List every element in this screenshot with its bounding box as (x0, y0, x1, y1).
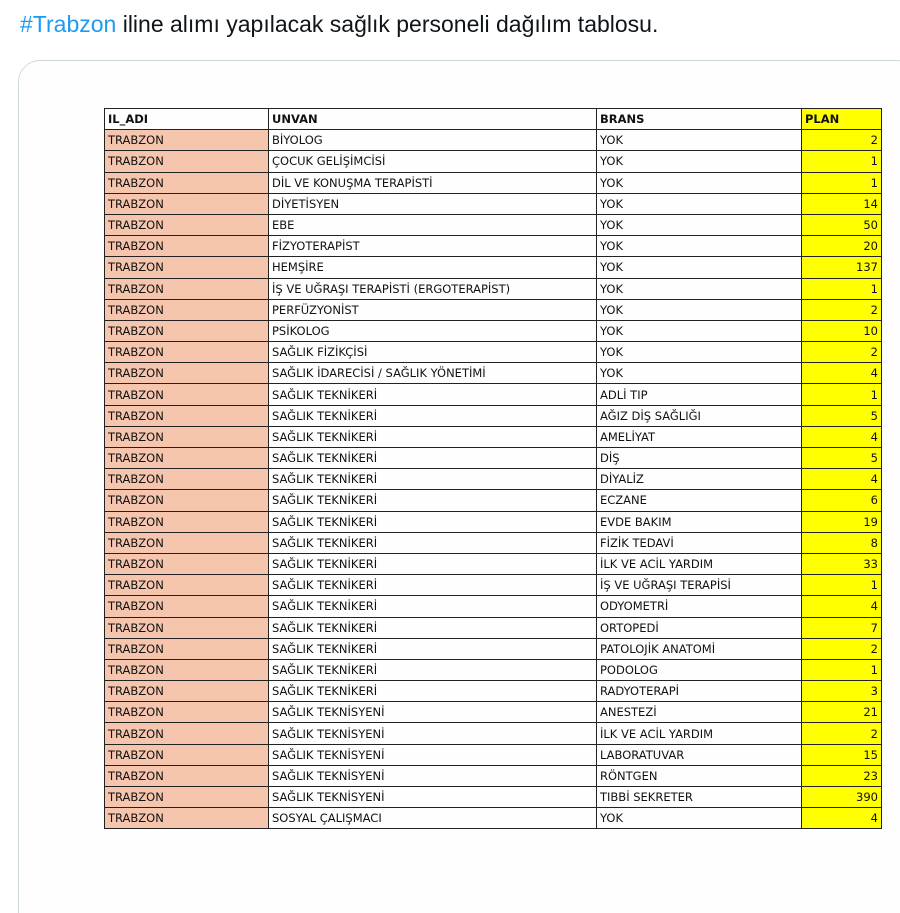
table-row (105, 787, 882, 808)
table-row (105, 702, 882, 723)
cell-plan: 6 (802, 490, 882, 511)
cell-brans: PATOLOJİK ANATOMİ (597, 638, 802, 659)
cell-brans: İŞ VE UĞRAŞI TERAPİSİ (597, 575, 802, 596)
cell-plan: 1 (802, 384, 882, 405)
cell-brans: YOK (597, 320, 802, 341)
cell-il-adi: TRABZON (105, 257, 269, 278)
cell-plan: 20 (802, 236, 882, 257)
cell-unvan: FİZYOTERAPİST (269, 236, 597, 257)
cell-unvan: SAĞLIK İDARECİSİ / SAĞLIK YÖNETİMİ (269, 363, 597, 384)
cell-il-adi: TRABZON (105, 596, 269, 617)
cell-il-adi: TRABZON (105, 744, 269, 765)
cell-il-adi: TRABZON (105, 342, 269, 363)
cell-il-adi: TRABZON (105, 638, 269, 659)
cell-plan: 3 (802, 681, 882, 702)
cell-brans: YOK (597, 236, 802, 257)
table-row (105, 257, 882, 278)
cell-brans: YOK (597, 257, 802, 278)
cell-plan: 8 (802, 532, 882, 553)
tweet-text (20, 8, 658, 40)
cell-il-adi: TRABZON (105, 363, 269, 384)
cell-brans: YOK (597, 193, 802, 214)
table-row (105, 448, 882, 469)
cell-unvan: DİYETİSYEN (269, 193, 597, 214)
cell-plan: 5 (802, 448, 882, 469)
cell-plan: 21 (802, 702, 882, 723)
cell-unvan: SAĞLIK TEKNİKERİ (269, 681, 597, 702)
table-row (105, 490, 882, 511)
header-unvan: UNVAN (269, 109, 597, 130)
cell-unvan: SAĞLIK TEKNİKERİ (269, 553, 597, 574)
cell-unvan: İŞ VE UĞRAŞI TERAPİSTİ (ERGOTERAPİST) (269, 278, 597, 299)
cell-il-adi: TRABZON (105, 172, 269, 193)
cell-il-adi: TRABZON (105, 787, 269, 808)
cell-unvan: SAĞLIK TEKNİSYENİ (269, 702, 597, 723)
cell-il-adi: TRABZON (105, 130, 269, 151)
table-row (105, 744, 882, 765)
cell-il-adi: TRABZON (105, 490, 269, 511)
cell-unvan: SAĞLIK TEKNİKERİ (269, 448, 597, 469)
cell-il-adi: TRABZON (105, 659, 269, 680)
cell-il-adi: TRABZON (105, 532, 269, 553)
cell-unvan: BİYOLOG (269, 130, 597, 151)
cell-brans: DİYALİZ (597, 469, 802, 490)
cell-unvan: SAĞLIK TEKNİKERİ (269, 638, 597, 659)
table-row (105, 596, 882, 617)
cell-il-adi: TRABZON (105, 405, 269, 426)
cell-brans: ORTOPEDİ (597, 617, 802, 638)
cell-brans: RADYOTERAPİ (597, 681, 802, 702)
cell-plan: 390 (802, 787, 882, 808)
cell-unvan: EBE (269, 214, 597, 235)
tweet-body: iline alımı yapılacak sağlık personeli dağılım tablosu. (116, 11, 659, 37)
table-row (105, 342, 882, 363)
cell-il-adi: TRABZON (105, 236, 269, 257)
staff-distribution-table (104, 108, 882, 829)
cell-il-adi: TRABZON (105, 553, 269, 574)
table-row (105, 723, 882, 744)
cell-brans: AĞIZ DİŞ SAĞLIĞI (597, 405, 802, 426)
cell-il-adi: TRABZON (105, 320, 269, 341)
cell-brans: ANESTEZİ (597, 702, 802, 723)
cell-brans: FİZİK TEDAVİ (597, 532, 802, 553)
table-row (105, 808, 882, 829)
cell-plan: 2 (802, 130, 882, 151)
cell-unvan: SAĞLIK TEKNİKERİ (269, 405, 597, 426)
table-row (105, 193, 882, 214)
cell-plan: 33 (802, 553, 882, 574)
cell-brans: YOK (597, 130, 802, 151)
cell-plan: 2 (802, 342, 882, 363)
cell-unvan: SAĞLIK TEKNİSYENİ (269, 723, 597, 744)
cell-il-adi: TRABZON (105, 299, 269, 320)
table-row (105, 405, 882, 426)
cell-brans: YOK (597, 214, 802, 235)
cell-il-adi: TRABZON (105, 193, 269, 214)
cell-brans: RÖNTGEN (597, 765, 802, 786)
cell-il-adi: TRABZON (105, 426, 269, 447)
cell-plan: 4 (802, 469, 882, 490)
table-header-row (105, 109, 882, 130)
cell-brans: YOK (597, 278, 802, 299)
cell-il-adi: TRABZON (105, 511, 269, 532)
table-row (105, 363, 882, 384)
table-row (105, 681, 882, 702)
cell-plan: 4 (802, 808, 882, 829)
cell-plan: 137 (802, 257, 882, 278)
table-row (105, 130, 882, 151)
cell-il-adi: TRABZON (105, 617, 269, 638)
table-row (105, 214, 882, 235)
header-il-adi: IL_ADI (105, 109, 269, 130)
hashtag-link[interactable]: #Trabzon (20, 11, 117, 37)
cell-brans: YOK (597, 151, 802, 172)
cell-plan: 15 (802, 744, 882, 765)
cell-unvan: PERFÜZYONİST (269, 299, 597, 320)
cell-plan: 2 (802, 723, 882, 744)
cell-unvan: SAĞLIK TEKNİKERİ (269, 469, 597, 490)
cell-brans: ECZANE (597, 490, 802, 511)
cell-unvan: SAĞLIK TEKNİKERİ (269, 511, 597, 532)
cell-unvan: SAĞLIK FİZİKÇİSİ (269, 342, 597, 363)
cell-plan: 23 (802, 765, 882, 786)
cell-il-adi: TRABZON (105, 278, 269, 299)
table-row (105, 151, 882, 172)
cell-plan: 1 (802, 278, 882, 299)
table-row (105, 469, 882, 490)
cell-unvan: SAĞLIK TEKNİKERİ (269, 596, 597, 617)
table-row (105, 278, 882, 299)
cell-brans: YOK (597, 363, 802, 384)
cell-unvan: SAĞLIK TEKNİKERİ (269, 659, 597, 680)
table-row (105, 765, 882, 786)
cell-brans: DİŞ (597, 448, 802, 469)
cell-brans: YOK (597, 342, 802, 363)
table-body (105, 130, 882, 829)
cell-unvan: SAĞLIK TEKNİKERİ (269, 532, 597, 553)
cell-plan: 5 (802, 405, 882, 426)
cell-unvan: SAĞLIK TEKNİKERİ (269, 575, 597, 596)
cell-il-adi: TRABZON (105, 151, 269, 172)
cell-plan: 10 (802, 320, 882, 341)
cell-unvan: SAĞLIK TEKNİSYENİ (269, 744, 597, 765)
cell-brans: YOK (597, 808, 802, 829)
cell-plan: 1 (802, 575, 882, 596)
cell-brans: İLK VE ACİL YARDIM (597, 723, 802, 744)
cell-plan: 19 (802, 511, 882, 532)
cell-brans: LABORATUVAR (597, 744, 802, 765)
cell-il-adi: TRABZON (105, 448, 269, 469)
cell-plan: 1 (802, 659, 882, 680)
cell-unvan: SAĞLIK TEKNİSYENİ (269, 787, 597, 808)
cell-unvan: DİL VE KONUŞMA TERAPİSTİ (269, 172, 597, 193)
cell-brans: İLK VE ACİL YARDIM (597, 553, 802, 574)
cell-brans: EVDE BAKIM (597, 511, 802, 532)
cell-plan: 7 (802, 617, 882, 638)
cell-il-adi: TRABZON (105, 469, 269, 490)
cell-il-adi: TRABZON (105, 214, 269, 235)
cell-unvan: SAĞLIK TEKNİKERİ (269, 384, 597, 405)
table-row (105, 659, 882, 680)
cell-plan: 4 (802, 596, 882, 617)
cell-plan: 2 (802, 638, 882, 659)
cell-unvan: HEMŞİRE (269, 257, 597, 278)
cell-unvan: SAĞLIK TEKNİSYENİ (269, 765, 597, 786)
header-plan: PLAN (802, 109, 882, 130)
cell-il-adi: TRABZON (105, 575, 269, 596)
cell-plan: 50 (802, 214, 882, 235)
cell-unvan: SOSYAL ÇALIŞMACI (269, 808, 597, 829)
cell-unvan: PSİKOLOG (269, 320, 597, 341)
cell-plan: 1 (802, 172, 882, 193)
table-row (105, 426, 882, 447)
table-row (105, 617, 882, 638)
cell-brans: ODYOMETRİ (597, 596, 802, 617)
table-row (105, 553, 882, 574)
cell-plan: 14 (802, 193, 882, 214)
cell-plan: 4 (802, 426, 882, 447)
cell-il-adi: TRABZON (105, 723, 269, 744)
table-row (105, 320, 882, 341)
cell-il-adi: TRABZON (105, 384, 269, 405)
cell-unvan: ÇOCUK GELİŞİMCİSİ (269, 151, 597, 172)
cell-il-adi: TRABZON (105, 681, 269, 702)
header-brans: BRANS (597, 109, 802, 130)
cell-unvan: SAĞLIK TEKNİKERİ (269, 426, 597, 447)
cell-plan: 1 (802, 151, 882, 172)
table-row (105, 299, 882, 320)
cell-brans: YOK (597, 299, 802, 320)
cell-brans: AMELİYAT (597, 426, 802, 447)
table-row (105, 384, 882, 405)
cell-brans: ADLİ TIP (597, 384, 802, 405)
cell-plan: 2 (802, 299, 882, 320)
table-row (105, 236, 882, 257)
table-row (105, 172, 882, 193)
cell-unvan: SAĞLIK TEKNİKERİ (269, 617, 597, 638)
cell-brans: PODOLOG (597, 659, 802, 680)
cell-unvan: SAĞLIK TEKNİKERİ (269, 490, 597, 511)
cell-il-adi: TRABZON (105, 702, 269, 723)
table-row (105, 532, 882, 553)
cell-brans: TIBBİ SEKRETER (597, 787, 802, 808)
cell-il-adi: TRABZON (105, 808, 269, 829)
cell-il-adi: TRABZON (105, 765, 269, 786)
table-row (105, 575, 882, 596)
table-row (105, 638, 882, 659)
cell-brans: YOK (597, 172, 802, 193)
table-row (105, 511, 882, 532)
cell-plan: 4 (802, 363, 882, 384)
